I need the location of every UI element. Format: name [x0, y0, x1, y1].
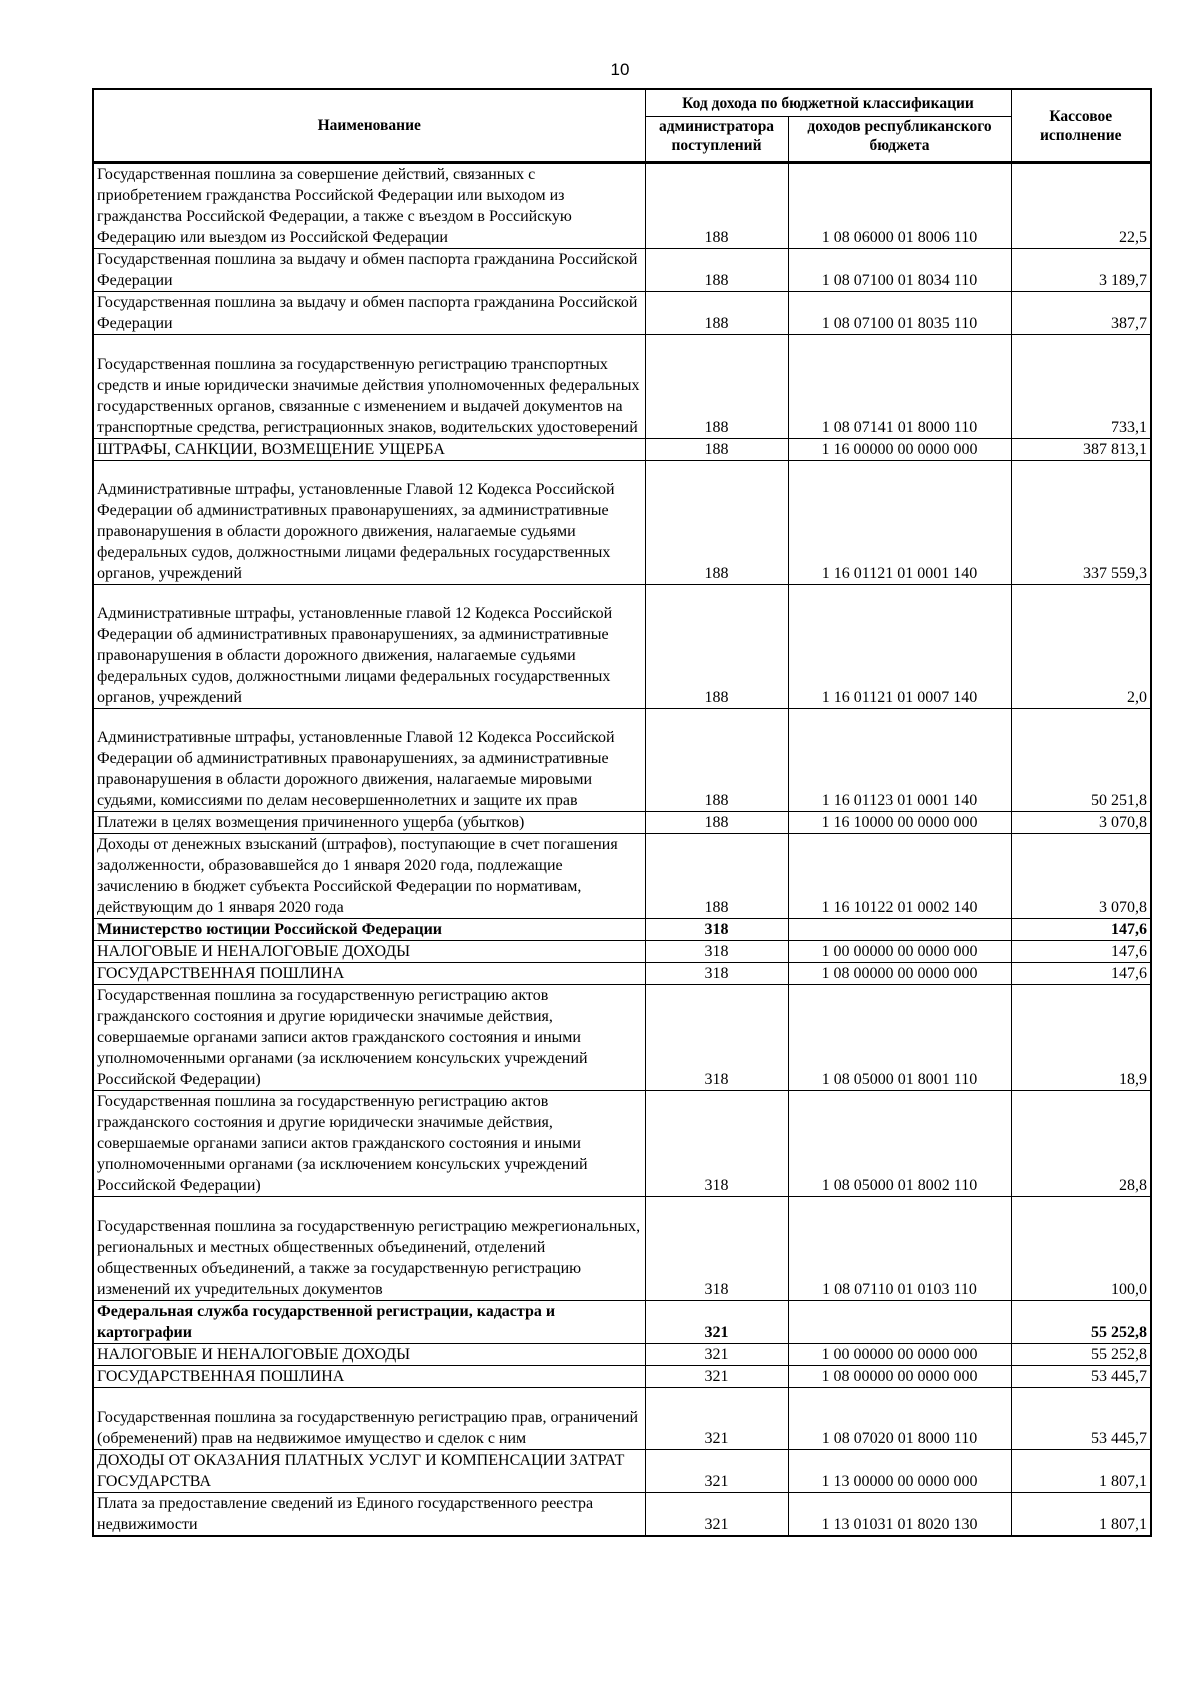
row-name: Административные штрафы, установленные Главой 12 Кодекса Российской Федерации об административных правонарушениях, за административные правонарушения в области дорожного движения, налагаемые мировыми судьями, комиссиями по делам несовершеннолетних и защите их прав — [93, 708, 645, 812]
row-revenue-code — [788, 1300, 1011, 1343]
row-revenue-code: 1 08 07141 01 8000 110 — [788, 335, 1011, 439]
table-row — [93, 438, 1151, 460]
table-row — [93, 460, 1151, 584]
row-revenue-code — [788, 919, 1011, 941]
row-revenue-code: 1 08 07020 01 8000 110 — [788, 1387, 1011, 1450]
row-name: Министерство юстиции Российской Федерации — [93, 919, 645, 941]
row-admin-code: 318 — [645, 1197, 788, 1301]
row-amount: 387,7 — [1011, 292, 1151, 335]
header-code-group: Код дохода по бюджетной классификации — [645, 89, 1011, 117]
row-admin-code: 318 — [645, 963, 788, 985]
table-row — [93, 985, 1151, 1091]
row-name: ГОСУДАРСТВЕННАЯ ПОШЛИНА — [93, 1365, 645, 1387]
table-row — [93, 1450, 1151, 1493]
row-revenue-code: 1 08 06000 01 8006 110 — [788, 163, 1011, 249]
header-amount: Кассовое исполнение — [1011, 89, 1151, 163]
table-body — [93, 163, 1151, 1537]
row-amount: 147,6 — [1011, 963, 1151, 985]
row-name: Федеральная служба государственной регистрации, кадастра и картографии — [93, 1300, 645, 1343]
row-admin-code: 188 — [645, 292, 788, 335]
row-name: НАЛОГОВЫЕ И НЕНАЛОГОВЫЕ ДОХОДЫ — [93, 1343, 645, 1365]
row-name: НАЛОГОВЫЕ И НЕНАЛОГОВЫЕ ДОХОДЫ — [93, 941, 645, 963]
row-admin-code: 188 — [645, 708, 788, 812]
table-row — [93, 584, 1151, 708]
row-revenue-code: 1 08 07100 01 8035 110 — [788, 292, 1011, 335]
row-amount: 147,6 — [1011, 919, 1151, 941]
row-revenue-code: 1 16 10122 01 0002 140 — [788, 834, 1011, 919]
header-admin: администратора поступлений — [645, 117, 788, 163]
row-name: Государственная пошлина за выдачу и обмен паспорта гражданина Российской Федерации — [93, 292, 645, 335]
table-row — [93, 1091, 1151, 1197]
row-admin-code: 318 — [645, 1091, 788, 1197]
row-admin-code: 321 — [645, 1493, 788, 1537]
table-row — [93, 1493, 1151, 1537]
row-revenue-code: 1 16 10000 00 0000 000 — [788, 812, 1011, 834]
table-row — [93, 1300, 1151, 1343]
row-admin-code: 188 — [645, 249, 788, 292]
row-amount: 100,0 — [1011, 1197, 1151, 1301]
row-amount: 28,8 — [1011, 1091, 1151, 1197]
row-revenue-code: 1 00 00000 00 0000 000 — [788, 1343, 1011, 1365]
row-revenue-code: 1 08 05000 01 8002 110 — [788, 1091, 1011, 1197]
row-amount: 733,1 — [1011, 335, 1151, 439]
row-revenue-code: 1 13 00000 00 0000 000 — [788, 1450, 1011, 1493]
row-amount: 22,5 — [1011, 163, 1151, 249]
row-name: Государственная пошлина за государственную регистрацию транспортных средств и иные юридически значимые действия уполномоченных федеральных государственных органов, связанные с изменением и выдачей документов на транспортные средства, регистрационных знаков, водительских удостоверений — [93, 335, 645, 439]
row-revenue-code: 1 13 01031 01 8020 130 — [788, 1493, 1011, 1537]
table-header — [93, 89, 1151, 163]
table-row — [93, 1387, 1151, 1450]
row-admin-code: 188 — [645, 335, 788, 439]
row-revenue-code: 1 08 07110 01 0103 110 — [788, 1197, 1011, 1301]
table-row — [93, 919, 1151, 941]
row-name: ГОСУДАРСТВЕННАЯ ПОШЛИНА — [93, 963, 645, 985]
row-name: ДОХОДЫ ОТ ОКАЗАНИЯ ПЛАТНЫХ УСЛУГ И КОМПЕНСАЦИИ ЗАТРАТ ГОСУДАРСТВА — [93, 1450, 645, 1493]
page-number: 10 — [610, 60, 630, 79]
row-name: Государственная пошлина за совершение действий, связанных с приобретением гражданства Российской Федерации или выходом из гражданства Российской Федерации, а также с въездом в Российскую Федерацию или выездом из Российской Федерации — [93, 163, 645, 249]
row-amount: 1 807,1 — [1011, 1450, 1151, 1493]
table-row — [93, 1343, 1151, 1365]
table-row — [93, 941, 1151, 963]
header-name: Наименование — [93, 89, 645, 163]
row-name: Плата за предоставление сведений из Единого государственного реестра недвижимости — [93, 1493, 645, 1537]
row-admin-code: 188 — [645, 163, 788, 249]
row-amount: 3 070,8 — [1011, 834, 1151, 919]
row-amount: 1 807,1 — [1011, 1493, 1151, 1537]
row-revenue-code: 1 08 07100 01 8034 110 — [788, 249, 1011, 292]
row-amount: 55 252,8 — [1011, 1343, 1151, 1365]
table-row — [93, 812, 1151, 834]
row-amount: 2,0 — [1011, 584, 1151, 708]
row-name: ШТРАФЫ, САНКЦИИ, ВОЗМЕЩЕНИЕ УЩЕРБА — [93, 438, 645, 460]
row-admin-code: 188 — [645, 438, 788, 460]
table-row — [93, 708, 1151, 812]
row-admin-code: 188 — [645, 834, 788, 919]
row-admin-code: 318 — [645, 919, 788, 941]
row-revenue-code: 1 16 01123 01 0001 140 — [788, 708, 1011, 812]
row-revenue-code: 1 16 00000 00 0000 000 — [788, 438, 1011, 460]
row-admin-code: 321 — [645, 1450, 788, 1493]
row-amount: 53 445,7 — [1011, 1387, 1151, 1450]
row-amount: 3 070,8 — [1011, 812, 1151, 834]
row-admin-code: 188 — [645, 812, 788, 834]
row-revenue-code: 1 00 00000 00 0000 000 — [788, 941, 1011, 963]
row-name: Государственная пошлина за государственную регистрацию актов гражданского состояния и другие юридически значимые действия, совершаемые органами записи актов гражданского состояния и иными уполномоченными органами (за исключением консульских учреждений Российской Федерации) — [93, 985, 645, 1091]
row-admin-code: 188 — [645, 460, 788, 584]
table-row — [93, 963, 1151, 985]
row-admin-code: 321 — [645, 1300, 788, 1343]
row-name: Административные штрафы, установленные Главой 12 Кодекса Российской Федерации об административных правонарушениях, за административные правонарушения в области дорожного движения, налагаемые судьями федеральных судов, должностными лицами федеральных государственных органов, учреждений — [93, 460, 645, 584]
row-admin-code: 321 — [645, 1387, 788, 1450]
header-revenue: доходов республиканского бюджета — [788, 117, 1011, 163]
table-row — [93, 163, 1151, 249]
row-revenue-code: 1 08 00000 00 0000 000 — [788, 1365, 1011, 1387]
table-row — [93, 1365, 1151, 1387]
row-revenue-code: 1 16 01121 01 0001 140 — [788, 460, 1011, 584]
table-row — [93, 834, 1151, 919]
row-revenue-code: 1 08 00000 00 0000 000 — [788, 963, 1011, 985]
row-revenue-code: 1 16 01121 01 0007 140 — [788, 584, 1011, 708]
row-amount: 18,9 — [1011, 985, 1151, 1091]
row-name: Государственная пошлина за выдачу и обмен паспорта гражданина Российской Федерации — [93, 249, 645, 292]
row-name: Доходы от денежных взысканий (штрафов), поступающие в счет погашения задолженности, образовавшейся до 1 января 2020 года, подлежащие зачислению в бюджет субъекта Российской Федерации по нормативам, действующим до 1 января 2020 года — [93, 834, 645, 919]
row-admin-code: 318 — [645, 985, 788, 1091]
budget-revenue-table — [92, 88, 1152, 1537]
row-name: Государственная пошлина за государственную регистрацию актов гражданского состояния и другие юридически значимые действия, совершаемые органами записи актов гражданского состояния и иными уполномоченными органами (за исключением консульских учреждений Российской Федерации) — [93, 1091, 645, 1197]
table-row — [93, 335, 1151, 439]
row-amount: 50 251,8 — [1011, 708, 1151, 812]
table-row — [93, 1197, 1151, 1301]
table-row — [93, 292, 1151, 335]
table-row — [93, 249, 1151, 292]
row-amount: 55 252,8 — [1011, 1300, 1151, 1343]
row-name: Административные штрафы, установленные главой 12 Кодекса Российской Федерации об административных правонарушениях, за административные правонарушения в области дорожного движения, налагаемые судьями федеральных судов, должностными лицами федеральных государственных органов, учреждений — [93, 584, 645, 708]
row-amount: 3 189,7 — [1011, 249, 1151, 292]
row-name: Государственная пошлина за государственную регистрацию межрегиональных, региональных и местных общественных объединений, отделений общественных объединений, а также за государственную регистрацию изменений их учредительных документов — [93, 1197, 645, 1301]
row-name: Государственная пошлина за государственную регистрацию прав, ограничений (обременений) прав на недвижимое имущество и сделок с ним — [93, 1387, 645, 1450]
row-amount: 53 445,7 — [1011, 1365, 1151, 1387]
row-revenue-code: 1 08 05000 01 8001 110 — [788, 985, 1011, 1091]
row-amount: 147,6 — [1011, 941, 1151, 963]
row-amount: 337 559,3 — [1011, 460, 1151, 584]
row-name: Платежи в целях возмещения причиненного ущерба (убытков) — [93, 812, 645, 834]
row-amount: 387 813,1 — [1011, 438, 1151, 460]
row-admin-code: 321 — [645, 1365, 788, 1387]
row-admin-code: 318 — [645, 941, 788, 963]
row-admin-code: 188 — [645, 584, 788, 708]
row-admin-code: 321 — [645, 1343, 788, 1365]
